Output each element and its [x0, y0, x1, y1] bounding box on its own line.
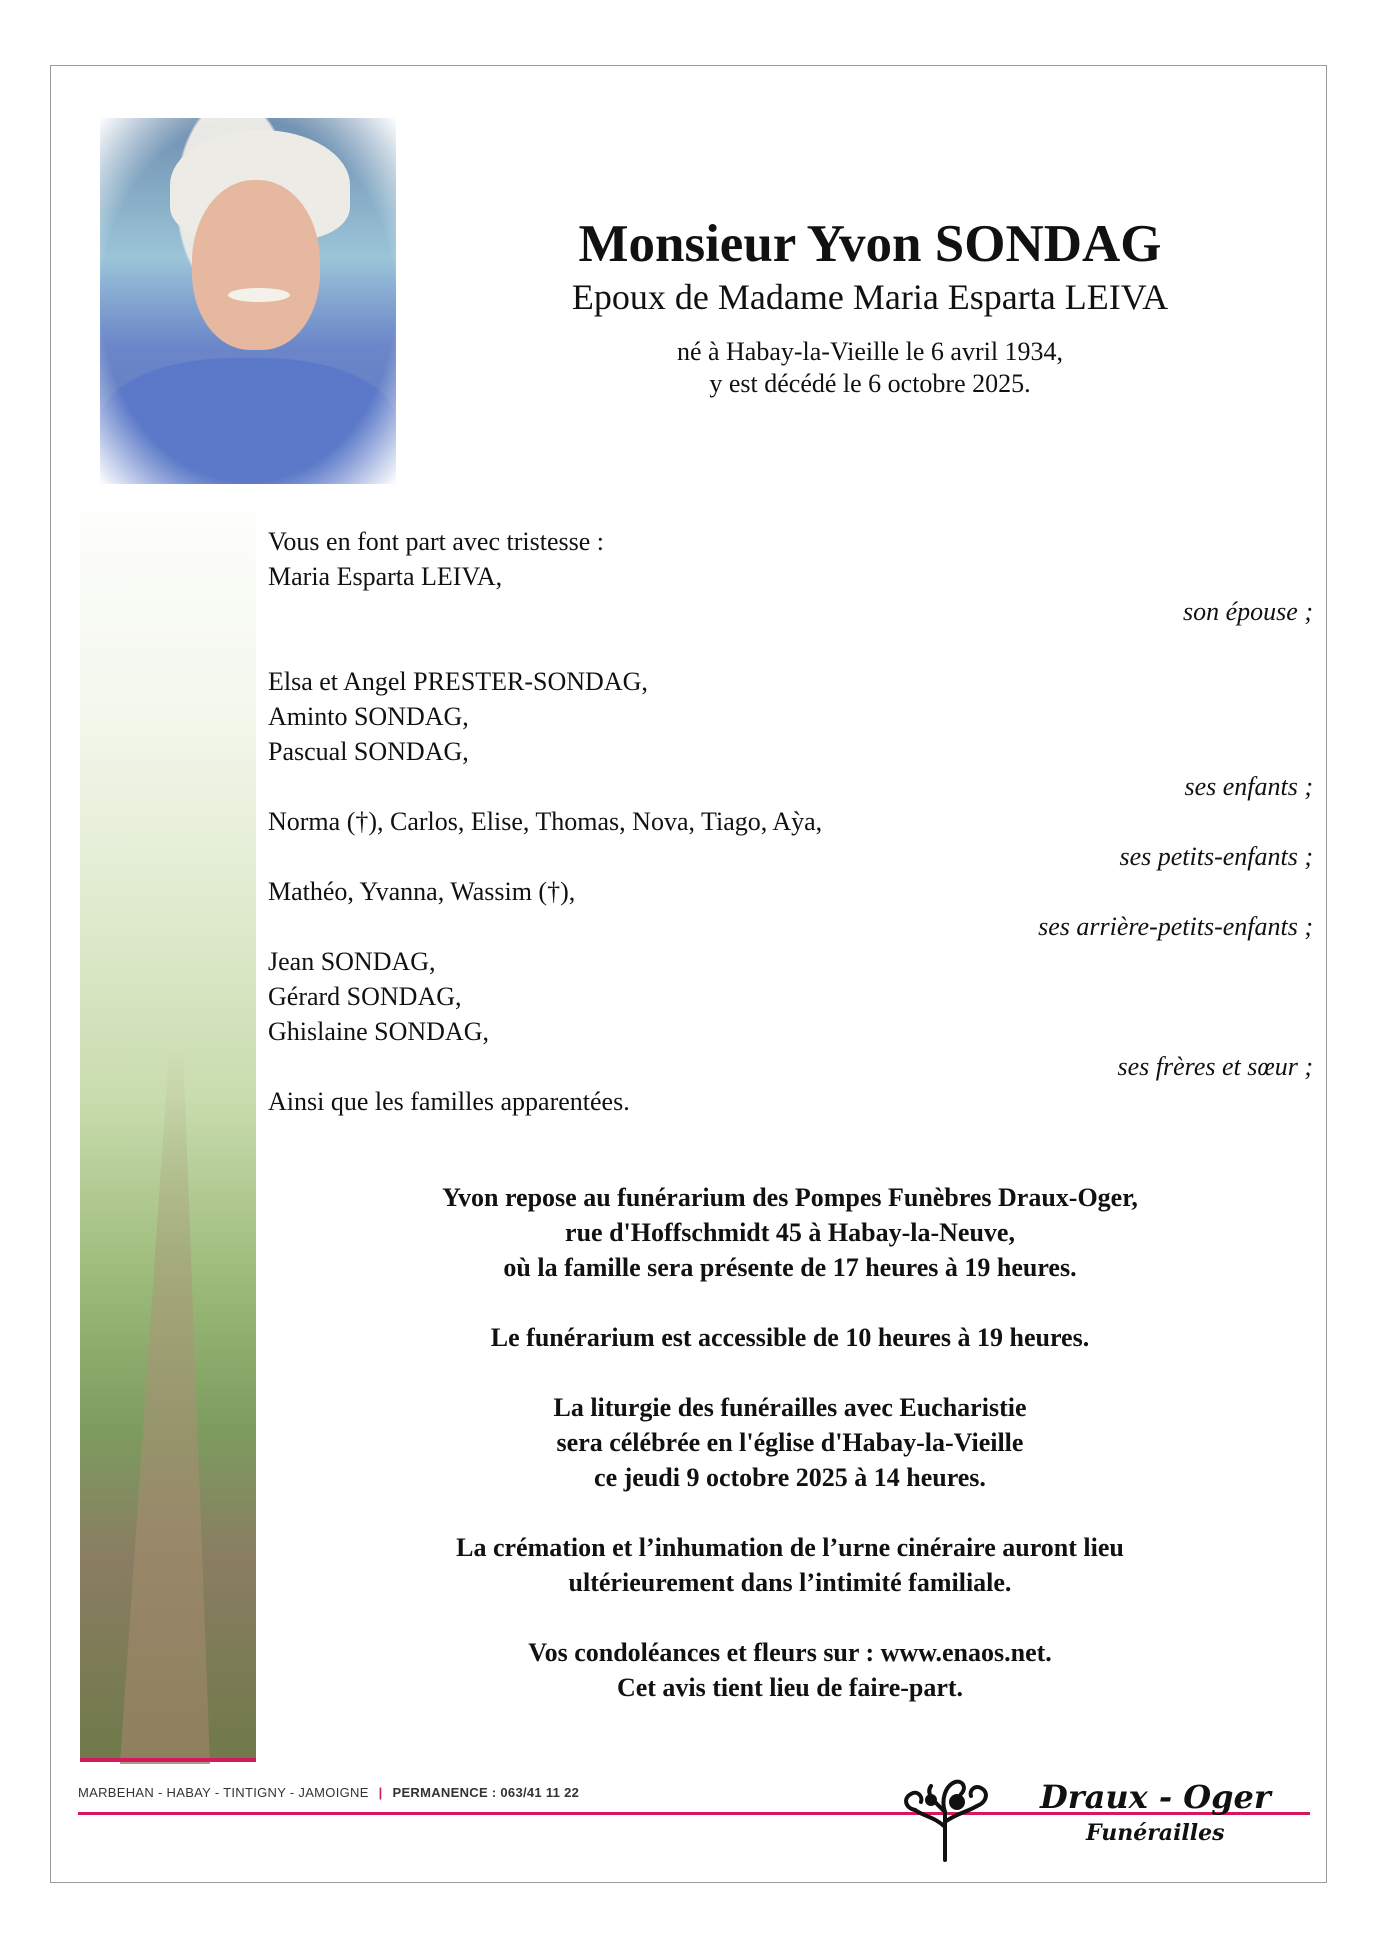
info-line: ce jeudi 9 octobre 2025 à 14 heures. — [594, 1463, 986, 1492]
family-name: Gérard SONDAG, — [268, 982, 462, 1011]
info-line: où la famille sera présente de 17 heures à 19 heures. — [503, 1253, 1077, 1282]
family-announcement — [268, 524, 1313, 1119]
brand-subtitle: Funérailles — [1078, 1820, 1233, 1846]
condolences-info — [260, 1635, 1320, 1705]
info-line: rue d'Hoffschmidt 45 à Habay-la-Neuve, — [565, 1218, 1015, 1247]
tree-logo-icon — [895, 1772, 995, 1862]
liturgy-info — [260, 1390, 1320, 1495]
death-line: y est décédé le 6 octobre 2025. — [709, 369, 1031, 398]
announcement-intro: Vous en font part avec tristesse : — [268, 527, 604, 556]
announcement-closing: Ainsi que les familles apparentées. — [268, 1087, 630, 1116]
family-relation: ses petits-enfants ; — [1119, 842, 1313, 871]
birth-death-dates — [470, 336, 1270, 400]
family-relation: son épouse ; — [1183, 597, 1313, 626]
family-relation: ses enfants ; — [1184, 772, 1313, 801]
spouse-line: Epoux de Madame Maria Esparta LEIVA — [571, 277, 1169, 317]
family-name: Aminto SONDAG, — [268, 702, 469, 731]
info-line: sera célébrée en l'église d'Habay-la-Vieille — [556, 1428, 1024, 1457]
family-name: Ghislaine SONDAG, — [268, 1017, 489, 1046]
portrait-photo — [100, 118, 396, 484]
family-relation: ses arrière-petits-enfants ; — [1038, 912, 1313, 941]
deceased-name: Monsieur Yvon SONDAG — [578, 215, 1162, 273]
forest-image-bottom-bar — [80, 1758, 256, 1762]
family-relation: ses frères et sœur ; — [1117, 1052, 1313, 1081]
info-line: La crémation et l’inhumation de l’urne cinéraire auront lieu — [456, 1533, 1124, 1562]
funerarium-hours — [260, 1320, 1320, 1355]
family-name: Maria Esparta LEIVA, — [268, 562, 503, 591]
brand-name: Draux - Oger — [1040, 1778, 1271, 1816]
forest-path-image — [80, 484, 256, 1762]
info-line: Yvon repose au funérarium des Pompes Funèbres Draux-Oger, — [442, 1183, 1138, 1212]
footer-contact — [78, 1785, 579, 1800]
info-line: La liturgie des funérailles avec Eucharistie — [553, 1393, 1027, 1422]
footer-locations: MARBEHAN - HABAY - TINTIGNY - JAMOIGNE — [78, 1785, 369, 1800]
footer-permanence: PERMANENCE : 063/41 11 22 — [392, 1785, 580, 1800]
footer-separator: | — [378, 1785, 383, 1800]
family-name: Mathéo, Yvanna, Wassim (†), — [268, 877, 576, 906]
family-name: Norma (†), Carlos, Elise, Thomas, Nova, Tiago, Aỳa, — [268, 807, 823, 836]
cremation-info — [260, 1530, 1320, 1600]
funerarium-info — [260, 1180, 1320, 1285]
condolences-link-line: Vos condoléances et fleurs sur : www.enaos.net. — [528, 1638, 1052, 1667]
info-line: ultérieurement dans l’intimité familiale. — [568, 1568, 1012, 1597]
birth-line: né à Habay-la-Vieille le 6 avril 1934, — [676, 337, 1064, 366]
family-name: Jean SONDAG, — [268, 947, 436, 976]
info-line: Cet avis tient lieu de faire-part. — [616, 1673, 964, 1702]
family-name: Elsa et Angel PRESTER-SONDAG, — [268, 667, 648, 696]
info-line: Le funérarium est accessible de 10 heures à 19 heures. — [490, 1323, 1090, 1352]
family-name: Pascual SONDAG, — [268, 737, 469, 766]
